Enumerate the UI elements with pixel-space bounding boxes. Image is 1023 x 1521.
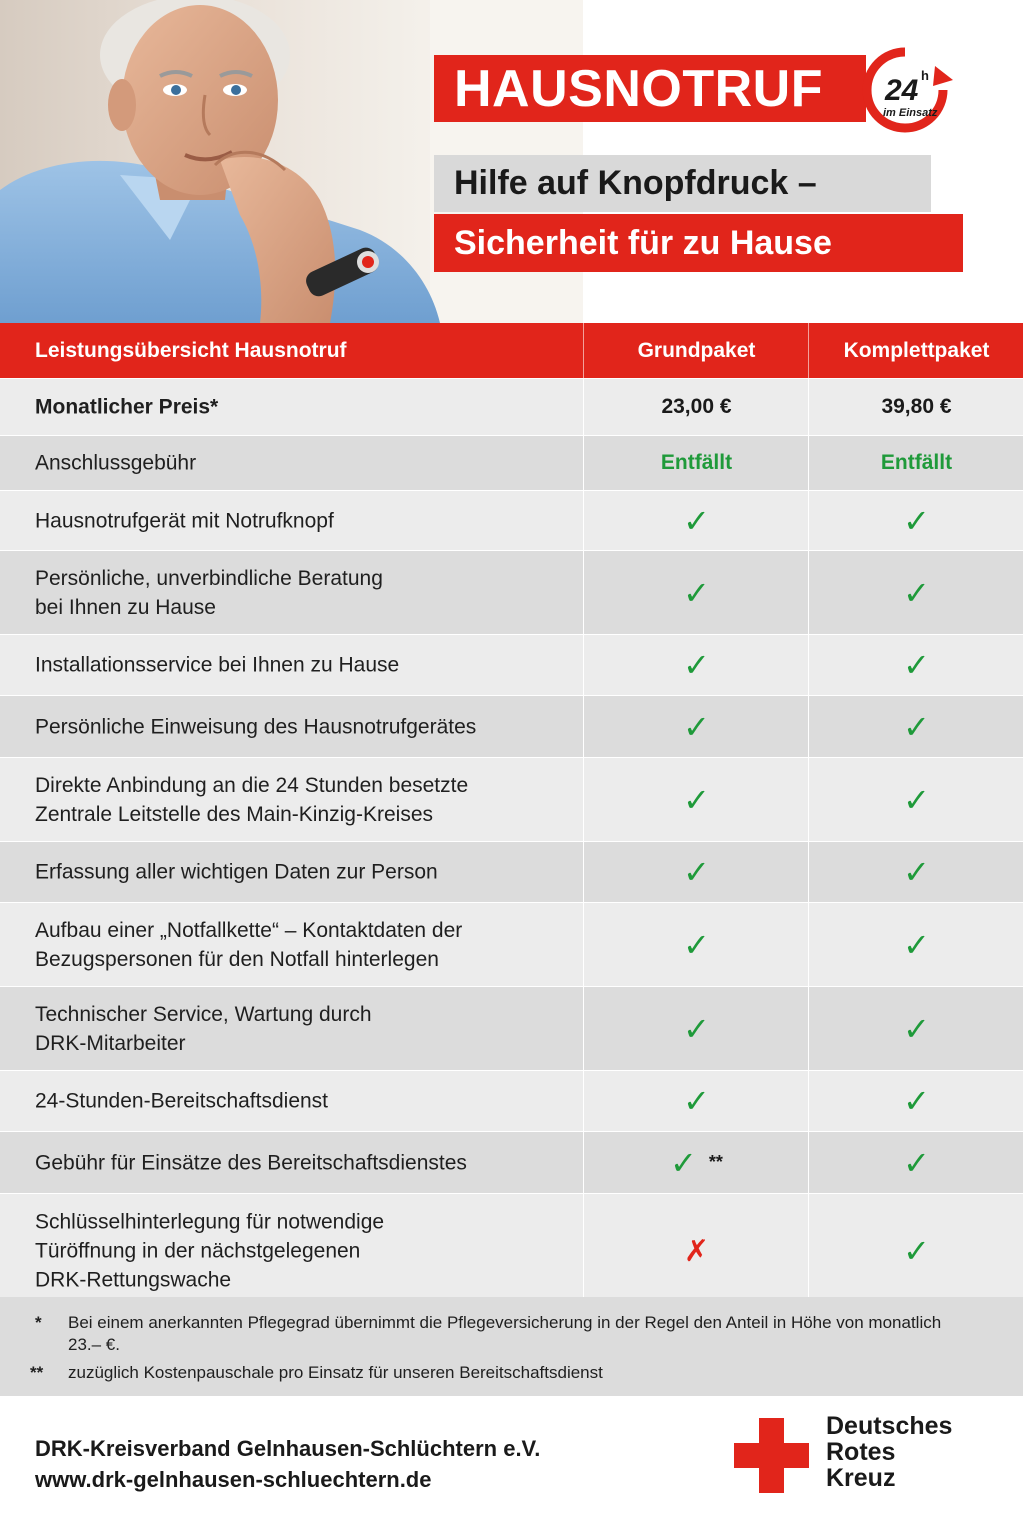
price-value: 39,80 € — [881, 395, 952, 418]
checkmark-icon: ✓ — [683, 646, 710, 684]
checkmark-icon: ✓ — [903, 573, 930, 612]
complete-package-cell — [808, 903, 1023, 986]
service-comparison-table — [0, 323, 1023, 1308]
brand-title: HAUSNOTRUF — [454, 60, 823, 118]
header-service: Leistungsübersicht Hausnotruf — [35, 339, 347, 362]
hero-section — [0, 0, 1023, 323]
checkmark-icon: ✓ — [683, 1082, 710, 1120]
logo-line-3: Kreuz — [826, 1464, 896, 1492]
header-basic-package: Grundpaket — [583, 323, 809, 378]
complete-package-cell — [808, 491, 1023, 550]
complete-package-cell — [808, 379, 1023, 435]
complete-package-cell — [808, 696, 1023, 757]
checkmark-icon: ✓ — [903, 646, 930, 684]
logo-line-2: Rotes — [826, 1438, 896, 1466]
checkmark-icon: ✓ — [683, 501, 710, 540]
checkmark-icon: ✓ — [903, 501, 930, 540]
organization-name: DRK-Kreisverband Gelnhausen-Schlüchtern e.V. — [35, 1436, 541, 1461]
table-row — [0, 902, 1023, 986]
price-value: 23,00 € — [661, 395, 732, 418]
row-label: Monatlicher Preis* — [35, 395, 219, 419]
basic-package-cell — [583, 491, 809, 550]
checkmark-icon: ✓ — [903, 1232, 930, 1270]
row-label: 24-Stunden-Bereitschaftsdienst — [35, 1089, 329, 1113]
checkmark-icon: ✓ — [903, 780, 930, 819]
row-label: Persönliche, unverbindliche Beratung bei Ihnen zu Hause — [35, 566, 383, 619]
table-row — [0, 841, 1023, 902]
checkmark-icon: ✓ — [670, 1143, 697, 1182]
header-complete-package: Komplettpaket — [808, 323, 1023, 378]
table-row — [0, 757, 1023, 841]
table-row — [0, 695, 1023, 757]
complete-package-cell — [808, 635, 1023, 695]
row-label: Installationsservice bei Ihnen zu Hause — [35, 653, 400, 677]
checkmark-icon: ✓ — [683, 573, 710, 612]
drk-logo-text — [826, 1413, 952, 1491]
table-row — [0, 490, 1023, 550]
badge-number: 24 — [885, 74, 919, 107]
checkmark-icon: ✓ — [903, 1082, 930, 1120]
basic-package-cell — [583, 379, 809, 435]
checkmark-icon: ✓ — [903, 853, 930, 891]
complete-package-cell — [808, 551, 1023, 634]
footnote-text: Bei einem anerkannten Pflegegrad übernimmt die Pflegeversicherung in der Regel den Anteil in Höhe von monatlich 23.– €. — [68, 1313, 942, 1354]
table-row — [0, 1131, 1023, 1193]
table-row — [0, 1070, 1023, 1131]
checkmark-icon: ✓ — [903, 1009, 930, 1048]
basic-package-cell — [583, 903, 809, 986]
footnote-standby-fee — [30, 1362, 980, 1384]
24h-clock-badge-icon — [855, 40, 955, 140]
row-label: Hausnotrufgerät mit Notrufknopf — [35, 509, 334, 532]
table-body — [0, 378, 1023, 1308]
row-label: Schlüsselhinterlegung für notwendige Türöffnung in der nächstgelegenen DRK-Rettungswache — [35, 1210, 385, 1292]
website-link[interactable]: www.drk-gelnhausen-schluechtern.de — [35, 1467, 432, 1492]
badge-sup: h — [921, 68, 929, 83]
basic-package-cell — [583, 758, 809, 841]
logo-line-1: Deutsches — [826, 1412, 953, 1440]
basic-package-cell — [583, 1194, 809, 1308]
footnote-reference: ** — [708, 1152, 723, 1172]
row-label: Gebühr für Einsätze des Bereitschaftsdienstes — [35, 1151, 467, 1174]
checkmark-icon: ✓ — [683, 1009, 710, 1048]
basic-package-cell — [583, 436, 809, 490]
basic-package-cell — [583, 987, 809, 1070]
row-label: Persönliche Einweisung des Hausnotrufgerätes — [35, 715, 477, 738]
footnote-price — [35, 1312, 985, 1356]
checkmark-icon: ✓ — [683, 780, 710, 819]
footnote-marker: * — [35, 1313, 42, 1332]
checkmark-icon: ✓ — [683, 853, 710, 891]
footnote-marker: ** — [30, 1363, 44, 1382]
row-label: Technischer Service, Wartung durch DRK-Mitarbeiter — [35, 1002, 372, 1055]
red-cross-logo-icon — [734, 1418, 809, 1493]
fee-waived-text: Entfällt — [880, 451, 953, 474]
basic-package-cell — [583, 551, 809, 634]
complete-package-cell — [808, 758, 1023, 841]
table-row — [0, 1193, 1023, 1308]
headline-line-2: Sicherheit für zu Hause — [454, 224, 832, 262]
basic-package-cell — [583, 635, 809, 695]
checkmark-icon: ✓ — [683, 707, 710, 746]
footer — [0, 1396, 1023, 1521]
table-header-row — [0, 323, 1023, 378]
table-row — [0, 986, 1023, 1070]
complete-package-cell — [808, 1194, 1023, 1308]
row-label: Direkte Anbindung an die 24 Stunden besetzte Zentrale Leitstelle des Main-Kinzig-Kreises — [35, 773, 469, 826]
row-label: Erfassung aller wichtigen Daten zur Person — [35, 860, 438, 884]
headline-line-1: Hilfe auf Knopfdruck – — [454, 164, 817, 202]
complete-package-cell — [808, 987, 1023, 1070]
complete-package-cell — [808, 1071, 1023, 1131]
complete-package-cell — [808, 436, 1023, 490]
basic-package-cell — [583, 696, 809, 757]
checkmark-icon: ✓ — [903, 707, 930, 746]
basic-package-cell — [583, 1071, 809, 1131]
table-row — [0, 634, 1023, 695]
fee-waived-text: Entfällt — [660, 451, 733, 474]
footnotes-box — [0, 1297, 1023, 1396]
table-row — [0, 435, 1023, 490]
cross-mark-icon: ✗ — [683, 1233, 710, 1269]
table-row — [0, 378, 1023, 435]
checkmark-icon: ✓ — [903, 1143, 930, 1182]
row-label: Anschlussgebühr — [35, 451, 197, 475]
row-label: Aufbau einer „Notfallkette“ – Kontaktdaten der Bezugspersonen für den Notfall hinterlegen — [35, 918, 463, 971]
basic-package-cell — [583, 842, 809, 902]
checkmark-icon: ✓ — [683, 925, 710, 964]
footnote-text: zuzüglich Kostenpauschale pro Einsatz für unseren Bereitschaftsdienst — [68, 1363, 603, 1382]
basic-package-cell — [583, 1132, 809, 1193]
table-row — [0, 550, 1023, 634]
badge-caption: im Einsatz — [883, 107, 938, 119]
complete-package-cell — [808, 1132, 1023, 1193]
checkmark-icon: ✓ — [903, 925, 930, 964]
organization-block — [35, 1433, 540, 1495]
complete-package-cell — [808, 842, 1023, 902]
